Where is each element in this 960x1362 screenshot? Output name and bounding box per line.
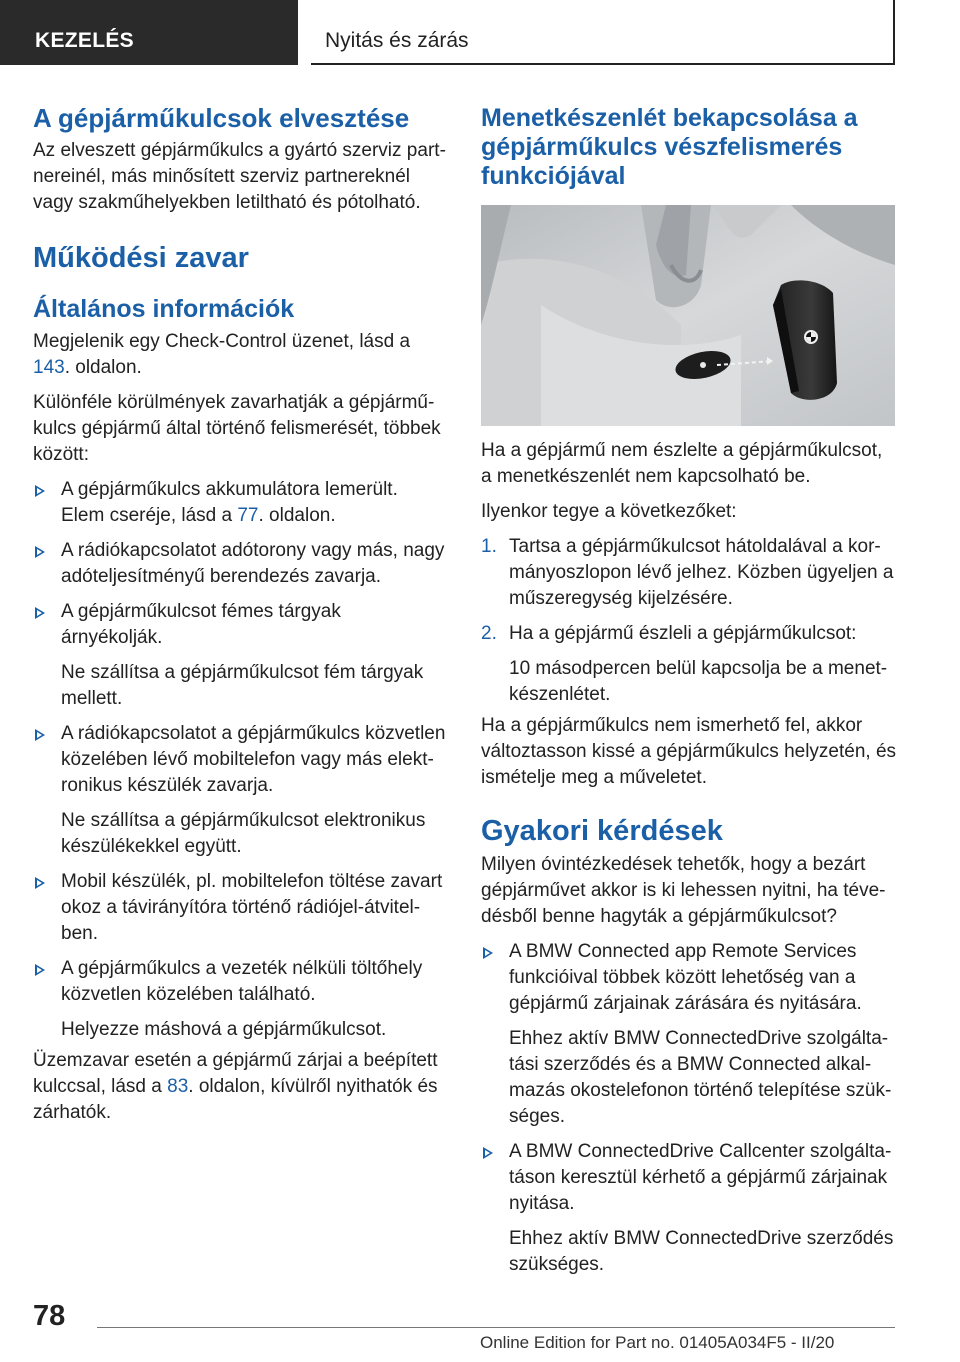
chapter-title: Nyitás és zárás [325,29,469,52]
footer-divider [97,1327,895,1328]
triangle-bullet-icon [35,607,45,619]
bullet-subtext: Ehhez aktív BMW ConnectedDrive szerződés szükséges. [509,1228,894,1275]
key-illustration-icon [481,205,895,426]
para-check-control: Megjelenik egy Check-Control üzenet, lásd a 143. oldalon. [33,331,411,378]
page-link-77[interactable]: 77 [237,505,259,526]
page-number: 78 [33,1300,66,1332]
triangle-bullet-icon [35,485,45,497]
heading-lost-keys: A gépjárműkulcsok elvesztése [33,103,410,133]
bullet-item: A gépjárműkulcs a vezeték nélküli töltőhely közvetlen közelében található. [33,956,447,1008]
bullet-subtext: Ne szállítsa a gépjárműkulcsot fém tárgyak mellett. [61,662,424,709]
triangle-bullet-icon [483,947,493,959]
section-title: KEZELÉS [35,29,134,52]
page-link-143[interactable]: 143 [33,357,65,378]
numbered-step: 2. Ha a gépjármű észleli a gépjárműkulcsot: [481,621,897,647]
bullet-item: A rádiókapcsolatot a gépjárműkulcs közvetlen közelében lévő mobiltelefon vagy más elektronikus készülék zavarja. [33,721,447,799]
triangle-bullet-icon [35,546,45,558]
heading-general-info: Általános információk [33,295,295,323]
para-emergency: Üzemzavar esetén a gépjármű zárjai a beépített kulccsal, lásd a 83. oldalon, kívülről nyithatók és zárhatók. [33,1050,438,1123]
numbered-step: 1. Tartsa a gépjárműkulcsot hátoldalával a kormányoszlopon lévő jelhez. Közben ügyeljen a műszeregység kijelzésére. [481,536,894,609]
heading-faq: Gyakori kérdések [481,815,723,847]
bullet-item: A gépjárműkulcs akkumulátora lemerült. [33,477,447,503]
triangle-bullet-icon [35,729,45,741]
right-column [481,104,897,1278]
bullet-item: A rádiókapcsolatot adótorony vagy más, nagy adóteljesítményű berendezés zavarja. [33,538,447,590]
page-link-83[interactable]: 83 [167,1076,189,1097]
step-number: 2. [481,623,497,644]
para-lost-keys: Az elveszett gépjárműkulcs a gyártó szerviz partnereinél, más minősített szerviz partnereknél vagy szakműhelyekben letiltható és pótolható. [33,140,446,213]
left-column [33,104,447,1126]
bullet-item: A gépjárműkulcsot fémes tárgyak árnyékolják. [33,599,447,651]
para-then: Ilyenkor tegye a következőket: [481,501,737,522]
triangle-bullet-icon [35,877,45,889]
heading-malfunction: Működési zavar [33,242,249,274]
bullet-subtext: Ne szállítsa a gépjárműkulcsot elektronikus készülékekkel együtt. [61,810,426,857]
step-number: 1. [481,536,497,557]
bullet-item: A BMW Connected app Remote Services funkcióival többek között lehetőség van a gépjármű zárjainak zárására és nyitására. [481,939,897,1017]
steering-column-key-figure [481,205,895,426]
bullet-item: Mobil készülék, pl. mobiltelefon töltése zavart okoz a távirányítóra történő rádiójel-átvitelben. [33,869,447,947]
bullet-item: A BMW ConnectedDrive Callcenter szolgáltatáson keresztül kérhető a gépjármű zárjainak nyitása. [481,1139,897,1217]
chapter-tab [311,0,895,65]
bullet-subtext: Elem cseréje, lásd a 77. oldalon. [61,505,336,526]
heading-drive-ready: Menetkészenlét bekapcsolása a gépjárműkulcs vészfelismerés funkciójával [481,104,858,190]
para-not-detected: Ha a gépjármű nem észlelte a gépjárműkulcsot, a menetkészenlét nem kapcsolható be. [481,440,883,487]
bullet-subtext: Ehhez aktív BMW ConnectedDrive szolgáltatási szerződés és a BMW Connected alkalmazás okostelefonon történő telepítése szükséges. [509,1028,892,1127]
para-not-recognized: Ha a gépjárműkulcs nem ismerhető fel, akkor változtasson kissé a gépjárműkulcs helyzetén, és ismételje meg a műveletet. [481,715,897,788]
step-subtext: 10 másodpercen belül kapcsolja be a menetkészenlétet. [509,658,888,705]
triangle-bullet-icon [35,964,45,976]
para-conditions: Különféle körülmények zavarhatják a gépjárműkulcs gépjármű által történő felismerését, többek között: [33,392,441,465]
bullet-subtext: Helyezze máshová a gépjárműkulcsot. [61,1019,387,1040]
triangle-bullet-icon [483,1147,493,1159]
section-tab [0,0,298,65]
para-faq-question: Milyen óvintézkedések tehetők, hogy a bezárt gépjárművet akkor is ki lehessen nyitni, ha tévedésből benne hagyták a gépjárműkulcsot? [481,854,886,927]
footer-edition: Online Edition for Part no. 01405A034F5 - II/20 [480,1333,835,1352]
